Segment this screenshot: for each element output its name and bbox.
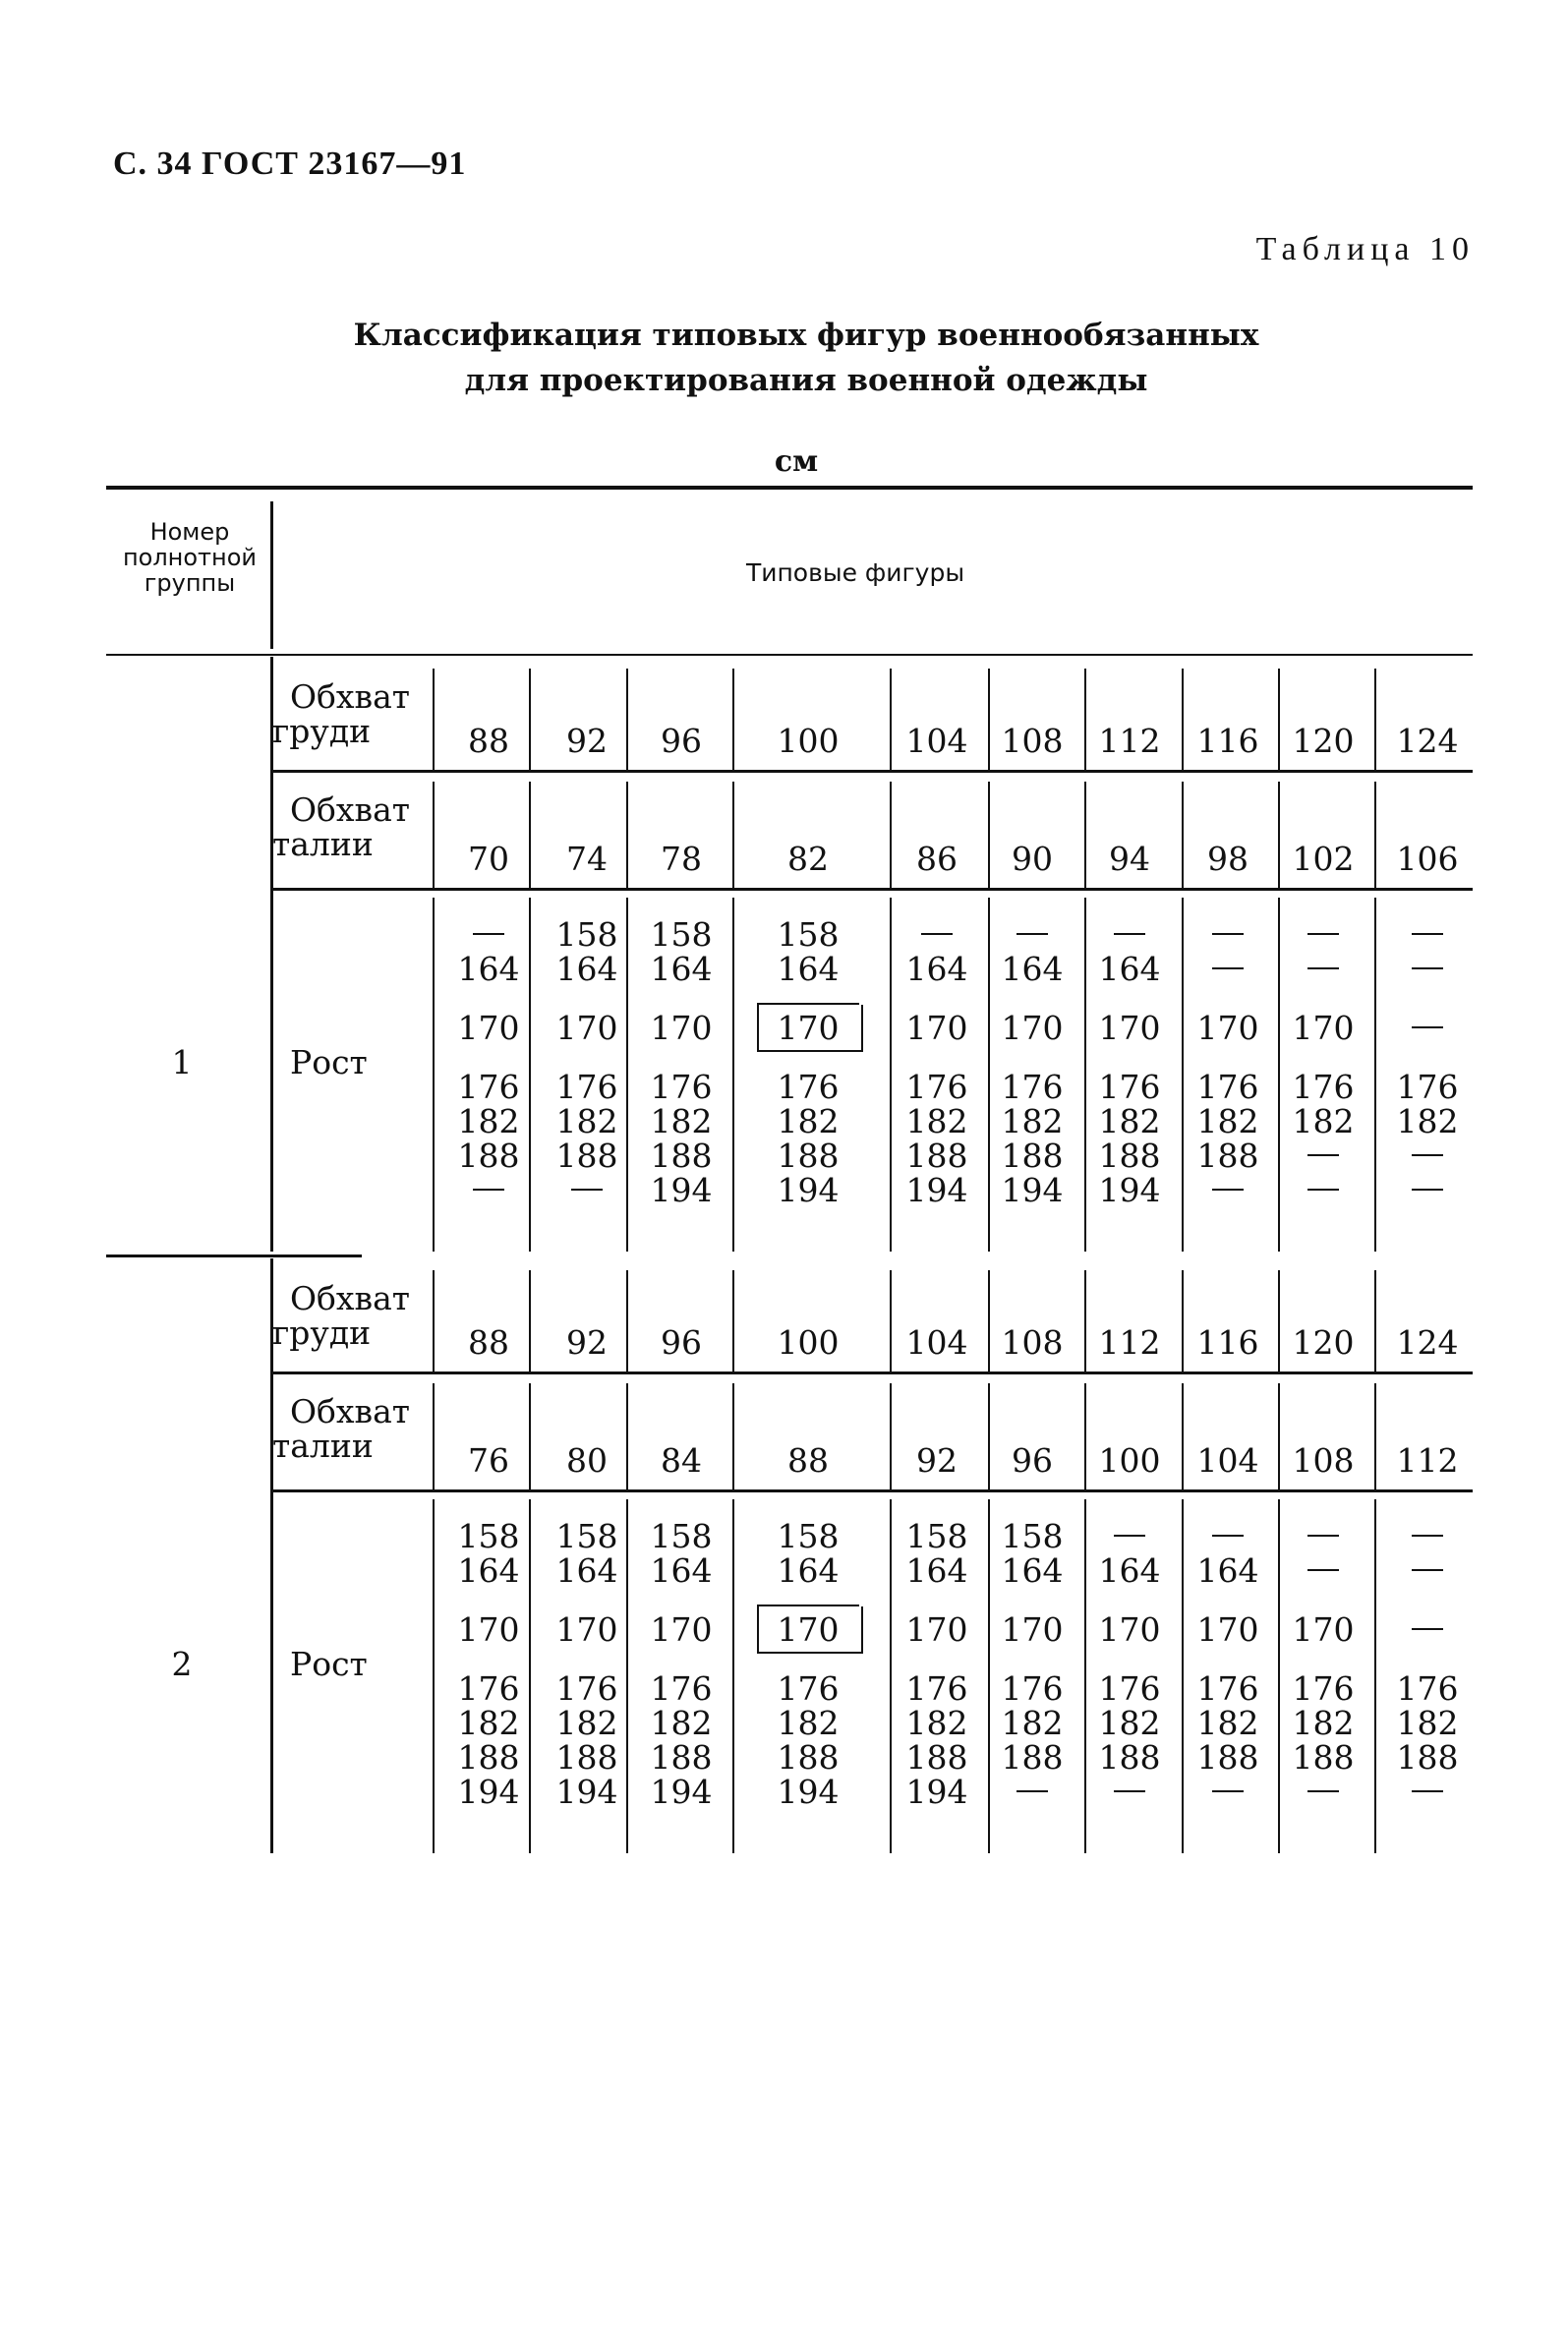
waist-value: 88 [787,1441,829,1480]
height-value [1380,917,1475,953]
height-value: 182 [1001,1704,1064,1742]
chest-value: 88 [468,1323,509,1362]
height-value: 164 [650,1551,713,1590]
height-value: 182 [1292,1102,1355,1140]
column-divider [433,1383,435,1489]
height-value: 188 [1396,1738,1459,1777]
waist-value: 90 [1012,840,1053,878]
column-divider [732,898,734,1252]
chest-value: 100 [777,722,840,760]
height-value [1380,1173,1475,1208]
height-value: 164 [1098,950,1161,988]
height-value: 194 [1098,1171,1161,1209]
height-value: 176 [1292,1669,1355,1708]
height-value: 176 [1196,1669,1259,1708]
height-value: 164 [457,1551,520,1590]
chest-value: 116 [1196,722,1259,760]
height-value: 182 [457,1102,520,1140]
height-value: 182 [1196,1704,1259,1742]
height-value: 176 [555,1068,618,1106]
height-value: 164 [905,1551,968,1590]
column-header-figures: Типовые фигуры [745,558,965,587]
height-value [1276,1173,1370,1208]
height-value: 188 [777,1137,840,1175]
height-value [1276,952,1370,987]
chest-value: 124 [1396,722,1459,760]
height-value: 170 [1196,1009,1259,1047]
height-value: 170 [1001,1610,1064,1649]
height-value: 182 [905,1704,968,1742]
column-divider [732,782,734,888]
column-divider [1374,782,1376,888]
chest-label-line: груди [272,1313,372,1352]
waist-label-line: Обхват [290,1392,411,1430]
height-value: 170 [1098,1610,1161,1649]
title-line-1: Классификация типовых фигур военнообязанных [353,318,1259,353]
height-value: 176 [1196,1068,1259,1106]
height-value: 194 [650,1171,713,1209]
chest-value: 100 [777,1323,840,1362]
waist-value: 112 [1396,1441,1459,1480]
height-value: 158 [650,915,713,954]
height-value: 194 [777,1773,840,1811]
column-header-line: Номер [149,518,230,546]
height-value [1276,1775,1370,1810]
chest-value: 104 [905,1323,968,1362]
waist-label-line: талии [272,1427,374,1465]
unit-label: см [774,444,819,479]
height-value: 176 [1001,1068,1064,1106]
waist-value: 98 [1207,840,1249,878]
height-value: 188 [1001,1738,1064,1777]
height-value: 182 [1396,1102,1459,1140]
height-value: 176 [1098,1669,1161,1708]
height-value: 188 [555,1137,618,1175]
height-value: 176 [650,1068,713,1106]
chest-value: 120 [1292,1323,1355,1362]
height-value: 188 [457,1137,520,1175]
height-value [1380,1011,1475,1046]
chest-value: 112 [1098,1323,1161,1362]
height-value: 164 [1001,1551,1064,1590]
column-divider [433,782,435,888]
chest-value: 96 [661,722,702,760]
height-value [1276,1519,1370,1554]
height-value: 176 [457,1068,520,1106]
chest-value: 92 [566,1323,608,1362]
height-value: 182 [650,1102,713,1140]
waist-row-rule [270,1489,1473,1492]
column-header-line: группы [144,569,236,597]
height-value: 170 [555,1009,618,1047]
group-separator-rule [106,1255,362,1257]
highlight-box [757,1606,863,1654]
height-value [1181,1775,1275,1810]
height-value: 170 [650,1009,713,1047]
height-value: 188 [1196,1738,1259,1777]
height-value: 182 [1098,1704,1161,1742]
waist-value: 74 [566,840,608,878]
height-value: 182 [650,1704,713,1742]
height-value: 176 [1396,1669,1459,1708]
chest-value: 96 [661,1323,702,1362]
column-divider [433,898,435,1252]
height-value: 170 [650,1610,713,1649]
height-value: 176 [1292,1068,1355,1106]
chest-row-rule [270,1371,1473,1374]
column-divider [433,1499,435,1853]
height-value: 176 [777,1669,840,1708]
waist-value: 104 [1196,1441,1259,1480]
height-value: 176 [905,1068,968,1106]
height-value: 170 [905,1610,968,1649]
height-value: 164 [650,950,713,988]
height-value: 188 [1098,1137,1161,1175]
height-value: 164 [777,950,840,988]
height-value: 188 [555,1738,618,1777]
height-value: 158 [650,1517,713,1555]
column-divider [1374,1499,1376,1853]
height-value: 170 [1001,1009,1064,1047]
height-value: 170 [1196,1610,1259,1649]
height-value: 158 [555,1517,618,1555]
height-value: 194 [905,1773,968,1811]
height-value: 182 [1292,1704,1355,1742]
height-value: 170 [777,1009,840,1047]
waist-value: 100 [1098,1441,1161,1480]
height-value: 158 [905,1517,968,1555]
column-divider [732,669,734,770]
waist-label-line: Обхват [290,790,411,829]
chest-value: 116 [1196,1323,1259,1362]
height-value [441,1173,536,1208]
column-divider [1374,1383,1376,1489]
waist-value: 94 [1109,840,1150,878]
waist-row-rule [270,888,1473,891]
height-value: 158 [457,1517,520,1555]
height-value: 164 [1196,1551,1259,1590]
height-value [1082,917,1177,953]
height-value [1181,952,1275,987]
column-divider [1374,669,1376,770]
height-value: 188 [1098,1738,1161,1777]
column-divider [433,669,435,770]
height-value: 194 [1001,1171,1064,1209]
height-value: 170 [1098,1009,1161,1047]
column-header-group-number [106,519,273,596]
height-value [1380,1553,1475,1589]
height-value [1181,1173,1275,1208]
waist-value: 86 [916,840,958,878]
height-value: 164 [905,950,968,988]
height-value: 158 [555,915,618,954]
height-value: 188 [457,1738,520,1777]
height-value [540,1173,634,1208]
height-label: Рост [290,1645,368,1683]
chest-value: 120 [1292,722,1355,760]
height-value: 164 [555,1551,618,1590]
height-value [1380,1519,1475,1554]
height-value: 194 [650,1773,713,1811]
height-value: 182 [1001,1102,1064,1140]
height-label: Рост [290,1043,368,1081]
waist-value: 70 [468,840,509,878]
height-value: 170 [777,1610,840,1649]
column-divider [433,1270,435,1371]
height-value [1082,1519,1177,1554]
height-value: 170 [1292,1009,1355,1047]
column-divider [1374,898,1376,1252]
height-value: 158 [1001,1517,1064,1555]
height-value: 158 [777,915,840,954]
height-value: 170 [457,1009,520,1047]
height-value [1276,1138,1370,1174]
height-value: 164 [1098,1551,1161,1590]
height-value: 164 [555,950,618,988]
height-value [1181,1519,1275,1554]
height-value: 164 [457,950,520,988]
height-value [1276,917,1370,953]
page-header: С. 34 ГОСТ 23167—91 [113,146,467,182]
chest-row-rule [270,770,1473,773]
height-value [1380,1775,1475,1810]
table-number: Таблица 10 [1255,231,1475,267]
height-value: 164 [777,1551,840,1590]
chest-label-line: груди [272,712,372,750]
height-value: 188 [650,1738,713,1777]
waist-value: 82 [787,840,829,878]
group-number: 1 [171,1043,193,1081]
height-value: 182 [777,1704,840,1742]
height-value: 194 [777,1171,840,1209]
waist-value: 108 [1292,1441,1355,1480]
column-divider [732,1270,734,1371]
height-value: 182 [555,1704,618,1742]
height-value: 182 [1396,1704,1459,1742]
height-value: 188 [777,1738,840,1777]
chest-value: 92 [566,722,608,760]
height-value [1276,1553,1370,1589]
height-value: 170 [555,1610,618,1649]
height-value [1082,1775,1177,1810]
chest-value: 112 [1098,722,1161,760]
chest-label-line: Обхват [290,677,411,716]
group-number: 2 [171,1645,193,1683]
height-value: 182 [1098,1102,1161,1140]
chest-value: 124 [1396,1323,1459,1362]
chest-value: 104 [905,722,968,760]
height-value [1380,952,1475,987]
height-value: 176 [1396,1068,1459,1106]
height-value: 182 [1196,1102,1259,1140]
height-value [1380,1138,1475,1174]
height-value [890,917,984,953]
waist-value: 80 [566,1441,608,1480]
waist-label-line: талии [272,825,374,863]
height-value: 188 [905,1137,968,1175]
height-value: 182 [777,1102,840,1140]
height-value: 176 [650,1669,713,1708]
chest-value: 88 [468,722,509,760]
chest-label-line: Обхват [290,1279,411,1317]
height-value: 158 [777,1517,840,1555]
highlight-box-top [757,1605,859,1606]
highlight-box [757,1005,863,1052]
waist-value: 84 [661,1441,702,1480]
height-value [1181,917,1275,953]
column-divider [1374,1270,1376,1371]
height-value: 194 [457,1773,520,1811]
waist-value: 76 [468,1441,509,1480]
height-value: 176 [1098,1068,1161,1106]
waist-value: 78 [661,840,702,878]
column-divider [732,1383,734,1489]
height-value: 188 [1001,1137,1064,1175]
waist-value: 106 [1396,840,1459,878]
height-value [985,917,1079,953]
height-value: 182 [905,1102,968,1140]
height-value: 170 [1292,1610,1355,1649]
height-value [441,917,536,953]
height-value: 176 [457,1669,520,1708]
chest-value: 108 [1001,1323,1064,1362]
height-value [1380,1612,1475,1648]
height-value: 170 [457,1610,520,1649]
column-divider [732,1499,734,1853]
height-value: 176 [1001,1669,1064,1708]
column-header-line: полнотной [122,544,258,571]
top-rule [106,486,1473,490]
waist-value: 102 [1292,840,1355,878]
highlight-box-top [757,1003,859,1005]
height-value: 188 [905,1738,968,1777]
table-title [295,313,1317,403]
chest-value: 108 [1001,722,1064,760]
height-value: 188 [650,1137,713,1175]
waist-value: 96 [1012,1441,1053,1480]
waist-value: 92 [916,1441,958,1480]
height-value: 188 [1292,1738,1355,1777]
height-value [985,1775,1079,1810]
height-value: 176 [777,1068,840,1106]
height-value: 188 [1196,1137,1259,1175]
height-value: 194 [555,1773,618,1811]
title-line-2: для проектирования военной одежды [464,363,1148,398]
height-value: 182 [457,1704,520,1742]
height-value: 176 [555,1669,618,1708]
height-value: 176 [905,1669,968,1708]
height-value: 182 [555,1102,618,1140]
height-value: 170 [905,1009,968,1047]
header-bottom-rule [106,654,1473,656]
height-value: 164 [1001,950,1064,988]
height-value: 194 [905,1171,968,1209]
